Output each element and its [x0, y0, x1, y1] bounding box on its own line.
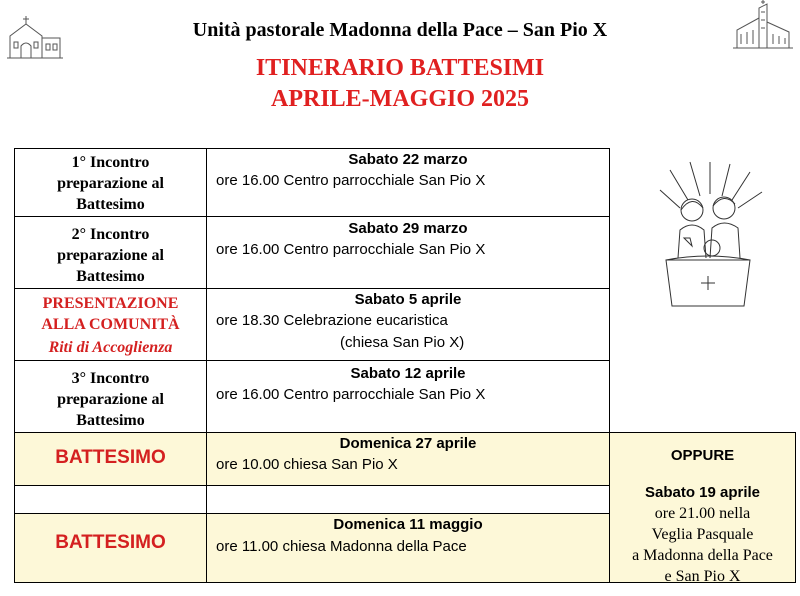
row-1-label: 1° Incontro preparazione al Battesimo [57, 154, 164, 213]
spacer-left-cell [14, 485, 207, 514]
row-1-date: Sabato 22 marzo [348, 151, 468, 168]
spacer-right-cell [206, 485, 610, 514]
row-2-detail: ore 16.00 Centro parrocchiale San Pio X [216, 241, 486, 258]
row-4-detail: ore 16.00 Centro parrocchiale San Pio X [216, 386, 486, 403]
row-6-date: Domenica 11 maggio [333, 516, 483, 533]
page-title: ITINERARIO BATTESIMI [255, 55, 545, 81]
page-subtitle: APRILE-MAGGIO 2025 [271, 86, 529, 112]
row-4-label: 3° Incontro preparazione al Battesimo [57, 370, 164, 429]
row-5-detail: ore 10.00 chiesa San Pio X [216, 456, 398, 473]
organization-title: Unità pastorale Madonna della Pace – San Pio X [192, 19, 608, 41]
row-6-label: BATTESIMO [55, 532, 166, 553]
row-4-date: Sabato 12 aprile [350, 365, 466, 382]
row-5-label: BATTESIMO [55, 447, 166, 468]
row-3-detail-location: (chiesa San Pio X) [340, 334, 465, 351]
family-baptism-illustration [650, 160, 765, 310]
row-2-label: 2° Incontro preparazione al Battesimo [57, 226, 164, 285]
alternative-details: ore 21.00 nella Veglia Pasquale a Madonna della Pace e San Pio X [632, 505, 773, 585]
row-3-date: Sabato 5 aprile [354, 291, 462, 308]
alternative-label: OPPURE [670, 447, 735, 464]
row-5-date: Domenica 27 aprile [339, 435, 477, 452]
row-2-date: Sabato 29 marzo [348, 220, 468, 237]
row-6-detail: ore 11.00 chiesa Madonna della Pace [216, 538, 467, 555]
row-3-label: PRESENTAZIONE ALLA COMUNITÀ Riti di Accoglienza [41, 295, 180, 356]
row-1-detail: ore 16.00 Centro parrocchiale San Pio X [216, 172, 486, 189]
alternative-date: Sabato 19 aprile [644, 484, 761, 501]
row-3-detail: ore 18.30 Celebrazione eucaristica [216, 312, 448, 329]
